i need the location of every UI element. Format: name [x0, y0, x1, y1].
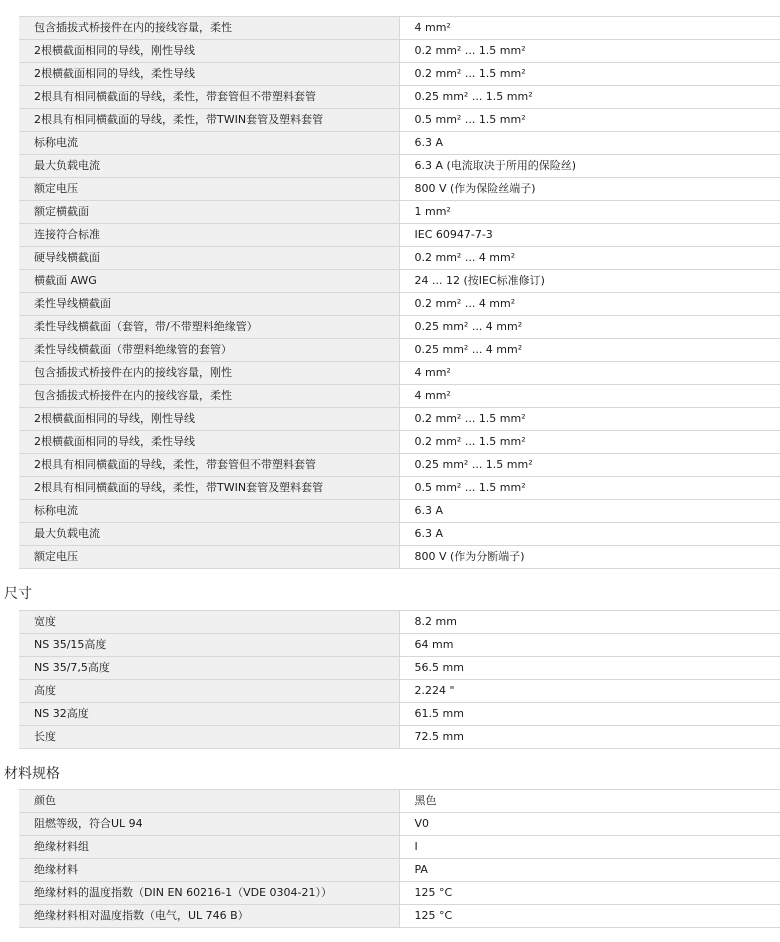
spec-label: 宽度	[19, 611, 399, 634]
table-row	[19, 385, 780, 408]
table-row	[19, 362, 780, 385]
table-row	[19, 339, 780, 362]
spec-label: 2根具有相同横截面的导线，柔性，带套管但不带塑料套管	[19, 86, 399, 109]
spec-value: 0.2 mm² ... 1.5 mm²	[399, 63, 780, 86]
spec-table-dimensions	[19, 610, 780, 749]
spec-value: 0.2 mm² ... 4 mm²	[399, 293, 780, 316]
table-row	[19, 408, 780, 431]
spec-label: 标称电流	[19, 500, 399, 523]
spec-label: 绝缘材料	[19, 859, 399, 882]
spec-label: 2根横截面相同的导线，柔性导线	[19, 431, 399, 454]
spec-label: 最大负载电流	[19, 523, 399, 546]
spec-value: 125 °C	[399, 882, 780, 905]
spec-value: 0.5 mm² ... 1.5 mm²	[399, 477, 780, 500]
spec-label: 柔性导线横截面（带塑料绝缘管的套管）	[19, 339, 399, 362]
table-row	[19, 611, 780, 634]
spec-label: 硬导线横截面	[19, 247, 399, 270]
table-row	[19, 882, 780, 905]
spec-label: 2根具有相同横截面的导线，柔性，带套管但不带塑料套管	[19, 454, 399, 477]
spec-value: 0.25 mm² ... 1.5 mm²	[399, 86, 780, 109]
spec-value: V0	[399, 813, 780, 836]
spec-value: 800 V (作为分断端子)	[399, 546, 780, 569]
section-title-material: 材料规格	[4, 766, 60, 782]
table-row	[19, 17, 780, 40]
spec-label: 2根横截面相同的导线，刚性导线	[19, 40, 399, 63]
spec-label: 2根具有相同横截面的导线，柔性，带TWIN套管及塑料套管	[19, 109, 399, 132]
spec-value: 8.2 mm	[399, 611, 780, 634]
spec-value: 64 mm	[399, 634, 780, 657]
spec-value: I	[399, 836, 780, 859]
spec-value: 4 mm²	[399, 385, 780, 408]
table-row	[19, 790, 780, 813]
spec-label: 柔性导线横截面	[19, 293, 399, 316]
spec-value: IEC 60947-7-3	[399, 224, 780, 247]
spec-value: 6.3 A	[399, 523, 780, 546]
table-row	[19, 859, 780, 882]
spec-value: 0.5 mm² ... 1.5 mm²	[399, 109, 780, 132]
spec-label: 颜色	[19, 790, 399, 813]
spec-label: 长度	[19, 726, 399, 749]
spec-label: 柔性导线横截面（套管，带/不带塑料绝缘管）	[19, 316, 399, 339]
spec-value: 2.224 "	[399, 680, 780, 703]
spec-value: 61.5 mm	[399, 703, 780, 726]
spec-value: 72.5 mm	[399, 726, 780, 749]
spec-value: 1 mm²	[399, 201, 780, 224]
table-row	[19, 316, 780, 339]
spec-label: 额定电压	[19, 178, 399, 201]
spec-value: PA	[399, 859, 780, 882]
table-row	[19, 155, 780, 178]
spec-label: 绝缘材料的温度指数（DIN EN 60216-1（VDE 0304-21））	[19, 882, 399, 905]
table-row	[19, 500, 780, 523]
spec-label: 横截面 AWG	[19, 270, 399, 293]
spec-value: 800 V (作为保险丝端子)	[399, 178, 780, 201]
table-row	[19, 477, 780, 500]
spec-label: 包含插拔式桥接件在内的接线容量，柔性	[19, 385, 399, 408]
spec-label: 高度	[19, 680, 399, 703]
spec-value: 黑色	[399, 790, 780, 813]
table-row	[19, 454, 780, 477]
table-row	[19, 905, 780, 928]
spec-label: 2根具有相同横截面的导线，柔性，带TWIN套管及塑料套管	[19, 477, 399, 500]
table-row	[19, 431, 780, 454]
table-row	[19, 247, 780, 270]
spec-label: NS 32高度	[19, 703, 399, 726]
spec-value: 0.25 mm² ... 1.5 mm²	[399, 454, 780, 477]
spec-label: 包含插拔式桥接件在内的接线容量，柔性	[19, 17, 399, 40]
spec-table-material	[19, 789, 780, 928]
table-row	[19, 178, 780, 201]
table-row	[19, 293, 780, 316]
spec-value: 0.25 mm² ... 4 mm²	[399, 316, 780, 339]
spec-value: 125 °C	[399, 905, 780, 928]
spec-value: 0.2 mm² ... 1.5 mm²	[399, 408, 780, 431]
table-row	[19, 703, 780, 726]
spec-label: 最大负载电流	[19, 155, 399, 178]
spec-label: 2根横截面相同的导线，柔性导线	[19, 63, 399, 86]
spec-label: 绝缘材料组	[19, 836, 399, 859]
spec-label: 包含插拔式桥接件在内的接线容量，刚性	[19, 362, 399, 385]
section-title-dimensions: 尺寸	[4, 586, 32, 602]
spec-value: 0.2 mm² ... 4 mm²	[399, 247, 780, 270]
table-row	[19, 40, 780, 63]
spec-value: 0.25 mm² ... 4 mm²	[399, 339, 780, 362]
table-row	[19, 86, 780, 109]
spec-table-connection	[19, 16, 780, 569]
table-row	[19, 680, 780, 703]
table-row	[19, 836, 780, 859]
table-row	[19, 224, 780, 247]
spec-label: 2根横截面相同的导线，刚性导线	[19, 408, 399, 431]
table-row	[19, 63, 780, 86]
spec-value: 6.3 A	[399, 500, 780, 523]
spec-value: 6.3 A	[399, 132, 780, 155]
spec-label: NS 35/15高度	[19, 634, 399, 657]
spec-value: 56.5 mm	[399, 657, 780, 680]
table-row	[19, 201, 780, 224]
spec-label: 绝缘材料相对温度指数（电气，UL 746 B）	[19, 905, 399, 928]
table-row	[19, 657, 780, 680]
table-row	[19, 634, 780, 657]
table-row	[19, 726, 780, 749]
spec-label: NS 35/7,5高度	[19, 657, 399, 680]
spec-value: 4 mm²	[399, 17, 780, 40]
spec-value: 0.2 mm² ... 1.5 mm²	[399, 40, 780, 63]
spec-label: 阻燃等级，符合UL 94	[19, 813, 399, 836]
table-row	[19, 270, 780, 293]
spec-label: 额定电压	[19, 546, 399, 569]
table-row	[19, 523, 780, 546]
table-row	[19, 109, 780, 132]
table-row	[19, 546, 780, 569]
spec-value: 24 ... 12 (按IEC标准修订)	[399, 270, 780, 293]
spec-label: 连接符合标准	[19, 224, 399, 247]
spec-value: 4 mm²	[399, 362, 780, 385]
spec-value: 6.3 A (电流取决于所用的保险丝)	[399, 155, 780, 178]
table-row	[19, 132, 780, 155]
spec-label: 额定横截面	[19, 201, 399, 224]
spec-value: 0.2 mm² ... 1.5 mm²	[399, 431, 780, 454]
spec-label: 标称电流	[19, 132, 399, 155]
table-row	[19, 813, 780, 836]
